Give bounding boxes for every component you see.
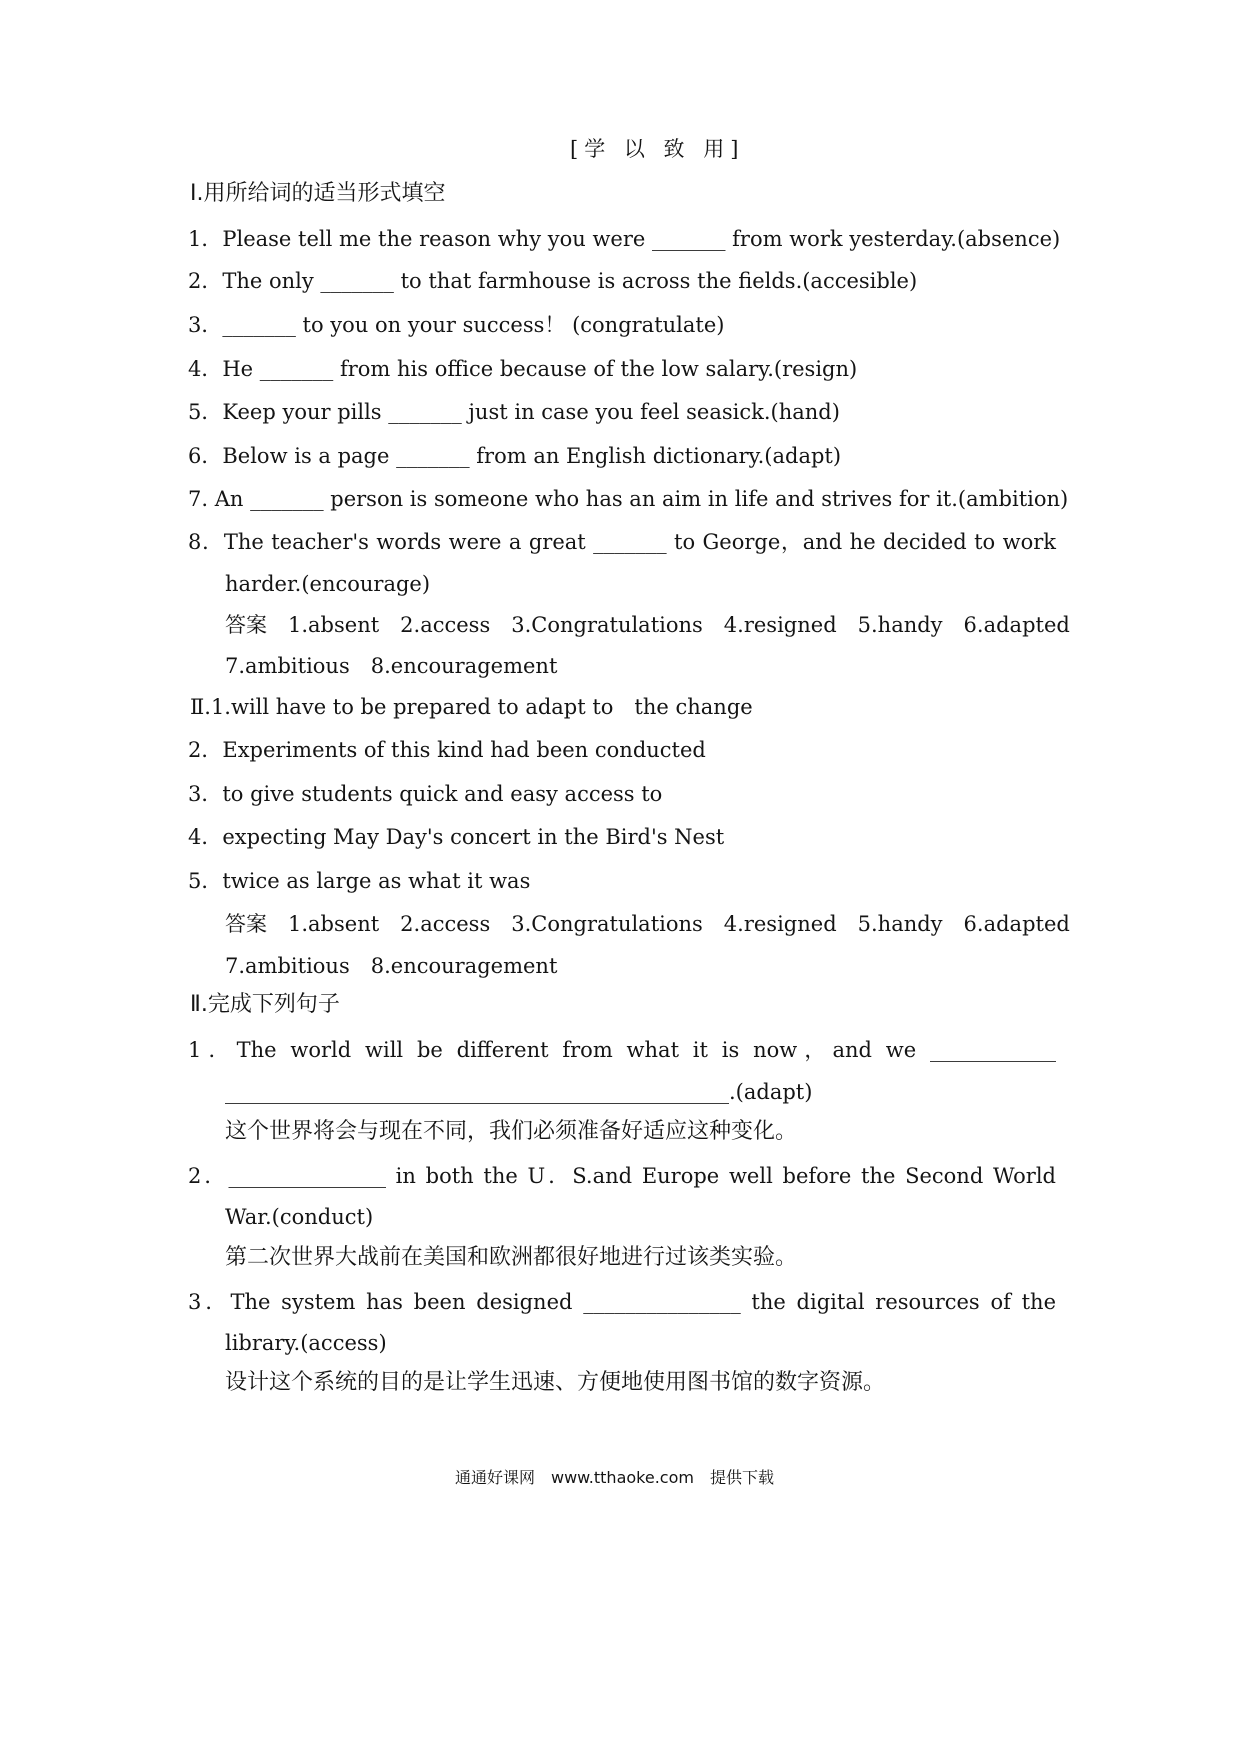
- sentence-item-continuation: library.(access): [225, 1331, 387, 1355]
- answer-key-continuation: 7.ambitious 8.encouragement: [225, 954, 558, 978]
- chinese-translation: 第二次世界大战前在美国和欧洲都很好地进行过该类实验。: [225, 1245, 798, 1270]
- sentence-item-continuation: ________________________________________________.(adapt): [225, 1080, 813, 1104]
- exercise-item: 6．Below is a page _______ from an English dictionary.(adapt): [188, 444, 842, 468]
- answer-line: 3．to give students quick and easy access to: [188, 782, 663, 806]
- exercise-item: 8．The teacher's words were a great _______ to George，and he decided to work: [188, 530, 1056, 554]
- answer-line: 5．twice as large as what it was: [188, 869, 531, 893]
- exercise-item: 5．Keep your pills _______ just in case you feel seasick.(hand): [188, 400, 840, 424]
- chinese-translation: 这个世界将会与现在不同，我们必须准备好适应这种变化。: [225, 1119, 798, 1144]
- section-1-heading: Ⅰ.用所给词的适当形式填空: [190, 181, 446, 206]
- section-2-heading: Ⅱ.完成下列句子: [190, 992, 340, 1017]
- sentence-item-continuation: War.(conduct): [225, 1205, 374, 1229]
- sentence-item: 2．_______________ in both the U．S.and Europe well before the Second World: [188, 1164, 1056, 1188]
- page-title: [学 以 致 用]: [570, 137, 745, 161]
- exercise-item: 4．He _______ from his office because of the low salary.(resign): [188, 357, 858, 381]
- exercise-item: 2．The only _______ to that farmhouse is across the fields.(accesible): [188, 269, 918, 293]
- exercise-item-continuation: harder.(encourage): [225, 572, 431, 596]
- sentence-item: 1．The world will be different from what it is now，and we ____________: [188, 1038, 1056, 1062]
- sentence-item: 3．The system has been designed _______________ the digital resources of the: [188, 1290, 1056, 1314]
- answer-line: 4．expecting May Day's concert in the Bird's Nest: [188, 825, 725, 849]
- exercise-item: 1．Please tell me the reason why you were _______ from work yesterday.(absence): [188, 227, 1061, 251]
- exercise-item: 7. An _______ person is someone who has an aim in life and strives for it.(ambition): [188, 487, 1069, 511]
- answer-key: 答案 1.absent 2.access 3.Congratulations 4.resigned 5.handy 6.adapted: [225, 912, 1070, 936]
- chinese-translation: 设计这个系统的目的是让学生迅速、方便地使用图书馆的数字资源。: [225, 1370, 886, 1395]
- answer-line: 2．Experiments of this kind had been conducted: [188, 738, 706, 762]
- exercise-item: 3．_______ to you on your success！ (congratulate): [188, 313, 725, 337]
- answer-key-continuation: 7.ambitious 8.encouragement: [225, 654, 558, 678]
- answer-key: 答案 1.absent 2.access 3.Congratulations 4.resigned 5.handy 6.adapted: [225, 613, 1070, 637]
- answer-line: Ⅱ.1.will have to be prepared to adapt to the change: [190, 695, 753, 719]
- page-footer: 通通好课网 www.tthaoke.com 提供下载: [455, 1468, 774, 1487]
